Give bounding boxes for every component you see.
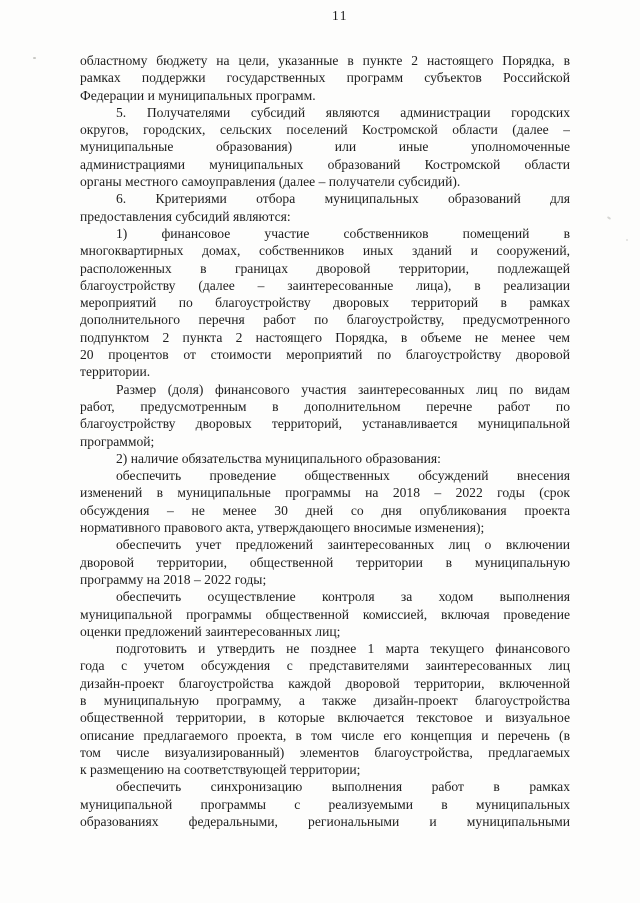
text-line: мероприятий по благоустройству дворовых территорий в рамках [80,295,570,311]
text-line: дворовой территории, общественной территории в муниципальную [80,554,570,570]
text-line: предоставления субсидий являются: [80,208,291,224]
text-line: общественной территории, в которые включается текстовое и визуальное [80,710,570,726]
text-line: оценки предложений заинтересованных лиц; [80,623,341,639]
text-line: расположенных в границах дворовой территории, подлежащей [80,260,570,276]
text-line: Федерации и муниципальных программ. [80,87,316,103]
text-line: муниципальной программы с реализуемыми в муниципальных [80,796,570,812]
text-line: органы местного самоуправления (далее – получатели субсидий). [80,174,461,190]
text-line: администрациями муниципальных образований Костромской области [80,156,570,172]
text-line: подготовить и утвердить не позднее 1 марта текущего финансового [116,641,570,657]
text-line: дизайн-проект благоустройства каждой дворовой территории, включенной [80,675,570,691]
text-line: областному бюджету на цели, указанные в пункте 2 настоящего Порядка, в [80,53,570,68]
text-line: работ, предусмотренным в дополнительном перечне работ по [80,398,570,414]
text-line: года с учетом обсуждения с представителями заинтересованных лиц [80,658,570,674]
text-line: 2) наличие обязательства муниципального образования: [116,450,441,466]
text-line: изменений в муниципальные программы на 2018 – 2022 годы (срок [80,485,570,501]
text-line: муниципальные образования) или иные уполномоченные [80,139,570,155]
text-line: благоустройству дворовых территорий, устанавливается муниципальной [80,416,570,432]
text-line: подпунктом 2 пункта 2 настоящего Порядка, в объеме не менее чем [80,329,570,345]
text-line: муниципальной программы общественной комиссией, включая проведение [80,606,570,622]
text-line: программу на 2018 – 2022 годы; [80,571,267,587]
scan-speck [607,216,611,220]
text-line: обеспечить проведение общественных обсуждений внесения [116,468,570,484]
scan-speck [626,239,628,241]
text-line: образованиях федеральными, региональными и муниципальными [80,814,570,830]
text-line: 5. Получателями субсидий являются администрации городских [116,104,570,120]
text-line: 20 процентов от стоимости мероприятий по благоустройству дворовой [80,347,570,363]
text-line: обсуждения – не менее 30 дней со дня опубликования проекта [80,502,570,518]
text-line: многоквартирных домах, собственников иных зданий и сооружений, [80,243,570,259]
text-line: описание предлагаемого проекта, в том числе его концепция и перечень (в [80,727,570,743]
text-line: к размещению на соответствующей территории; [80,762,361,778]
text-line: благоустройству (далее – заинтересованные лица), в реализации [80,277,570,293]
text-line: обеспечить осуществление контроля за ходом выполнения [116,589,570,605]
document-body [80,52,570,830]
text-line: в муниципальную программу, а также дизайн-проект благоустройства [80,692,570,708]
text-line: обеспечить учет предложений заинтересованных лиц о включении [116,537,570,553]
text-line: 1) финансовое участие собственников помещений в [116,225,570,241]
text-line: нормативного правового акта, утверждающего вносимые изменения); [80,520,485,536]
text-line: дополнительного перечня работ по благоустройству, предусмотренного [80,312,570,328]
text-line: 6. Критериями отбора муниципальных образований для [116,191,570,207]
scan-speck [33,57,36,59]
text-line: рамках поддержки государственных программ субъектов Российской [80,70,570,86]
text-line: округов, городских, сельских поселений Костромской области (далее – [80,122,570,138]
page-number: 11 [332,8,348,23]
text-line: программой; [80,433,155,449]
text-line: обеспечить синхронизацию выполнения работ в рамках [116,779,570,795]
text-line: том числе визуализированный) элементов благоустройства, предлагаемых [80,744,570,760]
text-line: Размер (доля) финансового участия заинтересованных лиц по видам [116,381,570,397]
text-line: территории. [80,364,151,380]
